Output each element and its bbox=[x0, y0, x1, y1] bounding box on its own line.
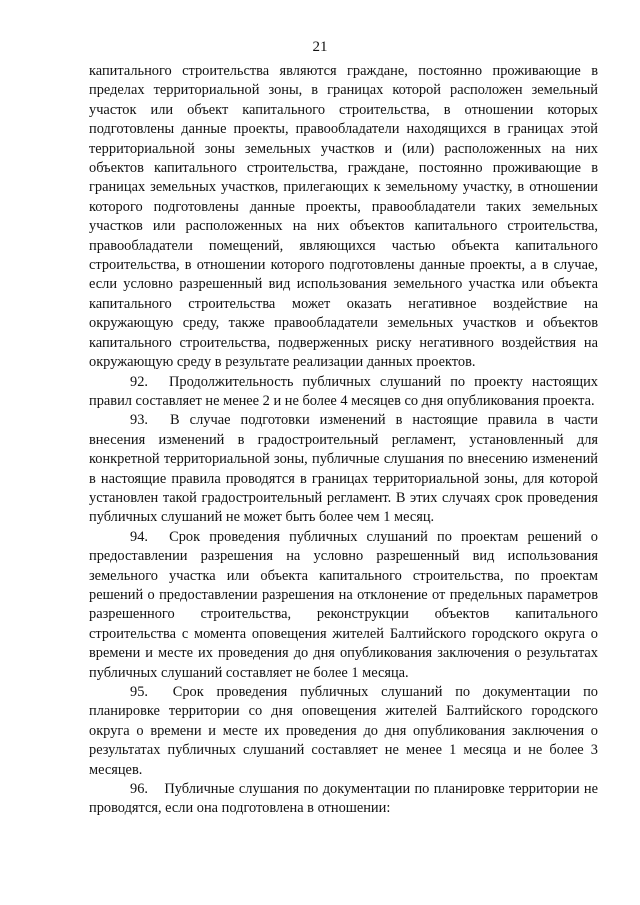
paragraph-number: 92. bbox=[130, 373, 148, 390]
paragraph-96 bbox=[89, 780, 598, 819]
paragraph-continuation bbox=[89, 62, 598, 373]
paragraph-text: Продолжительность публичных слушаний по проекту настоящих правил составляет не менее 2 и не более 4 месяцев со дня опубликования проекта. bbox=[89, 373, 598, 409]
paragraph-92 bbox=[89, 373, 598, 412]
paragraph-94 bbox=[89, 528, 598, 683]
paragraph-number: 95. bbox=[130, 684, 148, 700]
paragraph-95 bbox=[89, 683, 598, 780]
paragraph-text: капитального строительства являются граждане, постоянно проживающие в пределах территориальной зоны, в границах которой расположен земельный участок или объект капитального строительства, в отношении которых подготовлены данные проекты, правообладатели находящихся в границах этой территориальной зоны земельных участков и (или) расположенных на них объектов капитального строительства, граждане, постоянно проживающие в границах земельных участков, прилегающих к земельному участку, в отношении которого подготовлены данные проекты, правообладатели таких земельных участков или расположенных на них объектов капитального строительства, правообладатели помещений, являющихся частью объекта капитального строительства, в отношении которого подготовлены данные проекты, а в случае, если условно разрешенный вид использования земельного участка или объекта капитального строительства может оказать негативное воздействие на окружающую среду, также правообладатели земельных участков и объектов капитального строительства, подверженных риску негативного воздействия на окружающую среду в результате реализации данных проектов. bbox=[89, 63, 598, 371]
paragraph-text: В случае подготовки изменений в настоящие правила в части внесения изменений в градостроительный регламент, установленный для конкретной территориальной зоны, публичные слушания по внесению изменений в настоящие правила проводятся в границах территориальной зоны, для которой установлен такой градостроительный регламент. В этих случаях срок проведения публичных слушаний не может быть более чем 1 месяц. bbox=[89, 412, 598, 526]
document-body bbox=[89, 62, 598, 819]
paragraph-number: 96. bbox=[130, 781, 148, 798]
paragraph-93 bbox=[89, 411, 598, 527]
page-number: 21 bbox=[312, 39, 328, 55]
paragraph-number: 93. bbox=[130, 412, 148, 429]
paragraph-text: Публичные слушания по документации по планировке территории не проводятся, если она подготовлена в отношении: bbox=[89, 781, 598, 817]
paragraph-text: Срок проведения публичных слушаний по документации по планировке территории со дня оповещения жителей Балтийского городского округа о времени и месте их проведения до дня опубликования заключения о результатах публичных слушаний составляет не менее 1 месяца и не более 3 месяцев. bbox=[89, 684, 598, 778]
paragraph-number: 94. bbox=[130, 528, 148, 545]
paragraph-text: Срок проведения публичных слушаний по проектам решений о предоставлении разрешения на условно разрешенный вид использования земельного участка или объекта капитального строительства, по проектам решений о предоставлении разрешения на отклонение от предельных параметров разрешенного строительства, реконструкции объектов капитального строительства с момента оповещения жителей Балтийского городского округа о времени и месте их проведения до дня опубликования заключения о результатах публичных слушаний составляет не более 1 месяца. bbox=[89, 528, 598, 681]
